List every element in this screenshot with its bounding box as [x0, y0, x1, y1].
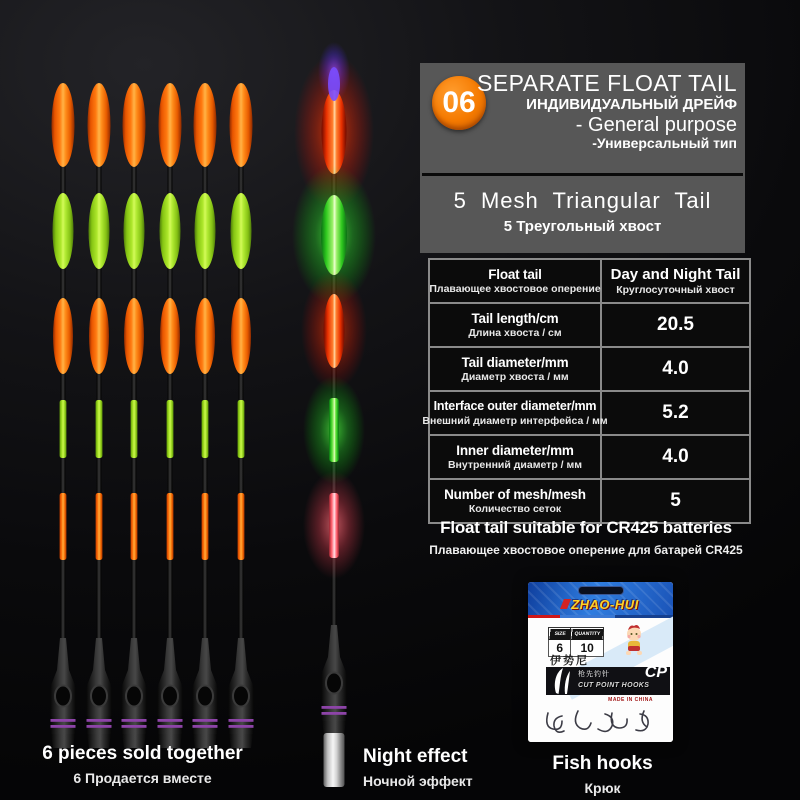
hook-model-cn: 伊势尼	[550, 655, 589, 667]
row-label-en: Tail diameter/mm	[461, 354, 569, 370]
caption-pieces	[25, 742, 260, 787]
row-value-ru: Круглосуточный хвост	[616, 284, 735, 297]
subtitle-ru: -Универсальный тип	[592, 134, 737, 151]
hook-package	[528, 582, 673, 742]
badge-number: 06	[442, 86, 476, 119]
caption-hooks-en: Fish hooks	[552, 753, 653, 774]
hang-slot	[578, 586, 624, 595]
row-value: 4.0	[662, 446, 689, 468]
origin-label: MADE IN CHINA	[608, 697, 653, 703]
day-float-4	[157, 83, 183, 748]
package-body	[528, 618, 673, 742]
row-value: 5.2	[662, 402, 689, 424]
table-row	[430, 346, 749, 390]
table-row	[430, 302, 749, 346]
row-label-ru: Внутренний диаметр / мм	[447, 459, 583, 472]
caption-night-ru: Ночной эффект	[363, 772, 473, 789]
day-float-1	[50, 83, 76, 748]
package-header	[528, 582, 673, 618]
quantity-value: 10	[571, 640, 604, 657]
spec-table	[422, 258, 751, 524]
caption-hooks-ru: Крюк	[584, 779, 621, 796]
table-row	[430, 478, 749, 522]
hook-point-icon	[546, 667, 576, 695]
hooks-illustration	[540, 705, 662, 741]
day-float-2	[86, 83, 112, 748]
brand-name: ZHAO-HUI	[528, 597, 673, 612]
title: SEPARATE FLOAT TAIL	[476, 70, 737, 96]
row-label-en: Interface outer diameter/mm	[433, 399, 597, 414]
row-label-en: Inner diameter/mm	[456, 442, 574, 458]
type-code: CP	[644, 664, 667, 681]
caption-pieces-en: 6 pieces sold together	[42, 743, 243, 764]
brand-logo-mark	[560, 599, 571, 609]
day-float-6	[228, 83, 254, 748]
row-label-ru: Длина хвоста / см	[468, 327, 562, 340]
row-label-en: Float tail	[488, 266, 542, 282]
battery-note	[420, 517, 752, 559]
mascot-illustration	[616, 622, 652, 662]
caption-hooks	[515, 752, 690, 797]
subtitle-en: - General purpose	[575, 113, 737, 136]
info-panel	[420, 63, 745, 253]
quantity-label: QUANTITY	[570, 628, 604, 640]
title-ru: ИНДИВИДУАЛЬНЫЙ ДРЕЙФ	[526, 95, 737, 113]
divider-line	[422, 173, 743, 176]
section-title-ru: 5 Треугольный хвост	[503, 217, 662, 235]
night-float	[292, 42, 376, 787]
row-value: 5	[670, 490, 681, 512]
size-value: 6	[549, 640, 571, 657]
day-float-5	[192, 83, 218, 748]
table-row	[422, 390, 749, 434]
table-row	[430, 434, 749, 478]
caption-night-en: Night effect	[363, 746, 468, 767]
section-title: 5 Mesh Triangular Tail	[453, 188, 712, 213]
row-label-en: Tail length/cm	[471, 310, 559, 326]
panel-header	[477, 71, 737, 152]
table-row	[430, 260, 749, 302]
row-label-ru: Плавающее хвостовое оперение	[429, 283, 601, 296]
hook-type-en: CUT POINT HOOKS	[578, 682, 650, 689]
row-value-en: Day and Night Tail	[610, 265, 741, 283]
caption-night	[363, 745, 473, 790]
battery-note-en: Float tail suitable for CR425 batteries	[440, 518, 732, 537]
row-value: 20.5	[657, 314, 694, 336]
row-label-en: Number of mesh/mesh	[444, 486, 586, 502]
caption-pieces-ru: 6 Продается вместе	[73, 769, 212, 786]
size-label: SIZE	[548, 628, 572, 640]
row-label-ru: Внешний диаметр интерфейса / мм	[422, 414, 608, 427]
battery-note-ru: Плавающее хвостовое оперение для батарей CR425	[429, 543, 743, 558]
row-value: 4.0	[662, 358, 689, 380]
hook-type-cn: 枪先钓针	[578, 671, 610, 678]
battery-tube	[324, 733, 345, 787]
section-title-block	[420, 187, 745, 236]
row-label-ru: Диаметр хвоста / мм	[461, 371, 569, 384]
type-box	[546, 664, 670, 695]
day-float-3	[121, 83, 147, 748]
row-label-ru: Количество сеток	[468, 503, 562, 516]
